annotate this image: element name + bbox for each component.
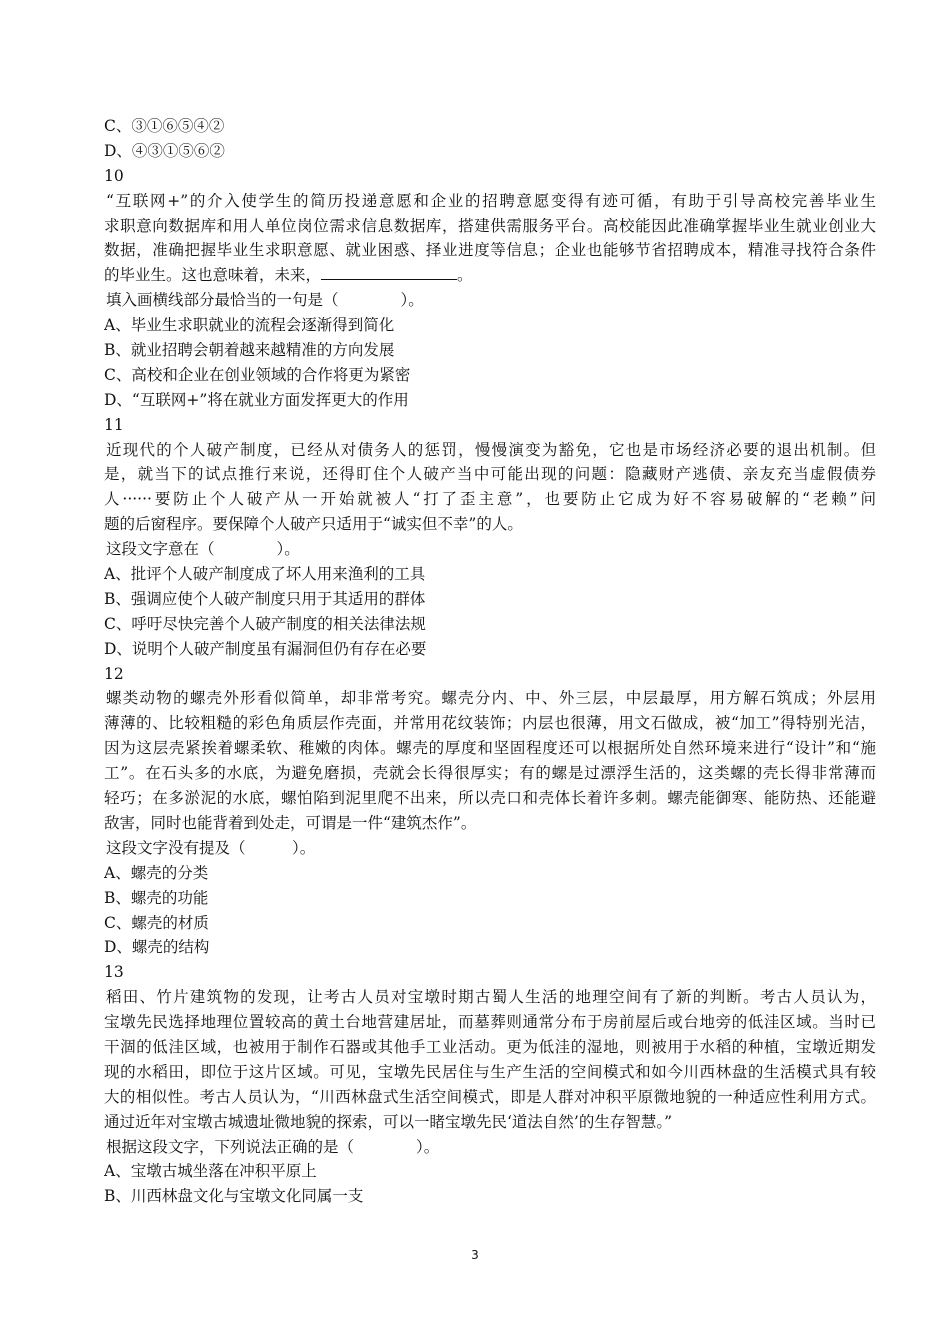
q10-option-b: B、就业招聘会朝着越来越精准的方向发展 (104, 341, 395, 360)
q12-option-c: C、螺壳的材质 (104, 913, 209, 932)
q9-option-c: C、③①⑥⑤④② (104, 117, 225, 135)
q13-passage-line: 稻田、竹片建筑物的发现，让考古人员对宝墩时期古蜀人生活的地理空间有了新的判断。考古人员认为， (106, 988, 876, 1007)
q11-passage-line: 题的后窗程序。要保障个人破产只适用于“诚实但不幸”的人。 (104, 515, 523, 534)
q12-option-a: A、螺壳的分类 (104, 863, 209, 882)
fill-in-blank (321, 264, 457, 280)
q10-option-d: D、“互联网+”将在就业方面发挥更大的作用 (104, 390, 409, 409)
page-number: 3 (471, 1248, 479, 1262)
q11-passage-line: 人······要防止个人破产从一开始就被人“打了歪主意”，也要防止它成为好不容易破解的“老赖”问 (104, 490, 876, 509)
q10-passage-last-line (104, 263, 876, 288)
q10-option-c: C、高校和企业在创业领域的合作将更为紧密 (104, 365, 411, 384)
q13-passage-line: 宝墩先民选择地理位置较高的黄土台地营建居址，而墓葬则通常分布于房前屋后或台地旁的低洼区域。当时已 (104, 1013, 876, 1032)
q12-passage-line: 薄薄的、比较粗糙的彩色角质层作壳面，并常用花纹装饰；内层也很薄，用文石做成，被“加工”得特别光洁， (104, 714, 876, 733)
q12-prompt: 这段文字没有提及（ ）。 (106, 838, 316, 857)
q10-passage-line: “互联网+”的介入使学生的简历投递意愿和企业的招聘意愿变得有迹可循，有助于引导高校完善毕业生 (106, 191, 876, 210)
q13-prompt: 根据这段文字，下列说法正确的是（ ）。 (106, 1137, 440, 1156)
q11-prompt: 这段文字意在（ ）。 (106, 540, 300, 559)
q12-passage-line: 因为这层壳紧挨着螺柔软、稚嫩的肉体。螺壳的厚度和坚固程度还可以根据所处自然环境来进行“设计”和“施 (104, 739, 876, 758)
q11-option-a: A、批评个人破产制度成了坏人用来渔利的工具 (104, 565, 426, 584)
q11-option-c: C、呼吁尽快完善个人破产制度的相关法律法规 (104, 614, 426, 633)
q11-number: 11 (104, 415, 124, 434)
q10-option-a: A、毕业生求职就业的流程会逐渐得到简化 (104, 316, 395, 335)
q12-passage-line: 敌害，同时也能背着到处走，可谓是一件“建筑杰作”。 (104, 813, 477, 832)
q12-passage-line: 工”。在石头多的水底，为避免磨损，壳就会长得很厚实；有的螺是过漂浮生活的，这类螺的壳长得非常薄而 (104, 764, 876, 783)
q10-passage-line: 求职意向数据库和用人单位岗位需求信息数据库，搭建供需服务平台。高校能因此准确掌握毕业生就业创业大 (104, 216, 876, 235)
q11-passage-line: 是，就当下的试点推行来说，还得盯住个人破产当中可能出现的问题：隐藏财产逃债、亲友充当虚假债券 (104, 465, 876, 484)
q10-prompt: 填入画横线部分最恰当的一句是（ ）。 (106, 291, 424, 310)
q10-passage-text: 的毕业生。这也意味着，未来， (104, 266, 322, 285)
q13-passage-line: 现的水稻田，即位于这片区域。可见，宝墩先民居住与生产生活的空间模式和如今川西林盘的生活模式具有较 (104, 1062, 876, 1081)
q13-passage-line: 大的相似性。考古人员认为，“川西林盘式生活空间模式，即是人群对冲积平原微地貌的一种适应性利用方式。 (104, 1087, 876, 1106)
q13-option-a: A、宝墩古城坐落在冲积平原上 (104, 1162, 317, 1181)
q12-option-d: D、螺壳的结构 (104, 938, 210, 957)
q12-passage-line: 轻巧；在多淤泥的水底，螺怕陷到泥里爬不出来，所以壳口和壳体长着许多刺。螺壳能御寒、能防热、还能避 (104, 789, 876, 808)
q11-passage-line: 近现代的个人破产制度，已经从对债务人的惩罚，慢慢演变为豁免，它也是市场经济必要的退出机制。但 (106, 440, 876, 459)
q11-option-d: D、说明个人破产制度虽有漏洞但仍有存在必要 (104, 639, 427, 658)
q12-passage-line: 螺类动物的螺壳外形看似简单，却非常考究。螺壳分内、中、外三层，中层最厚，用方解石筑成；外层用 (106, 689, 876, 708)
q13-passage-line: 干涸的低洼区域，也被用于制作石器或其他手工业活动。更为低洼的湿地，则被用于水稻的种植，宝墩近期发 (104, 1037, 876, 1056)
q13-passage-line: 通过近年对宝墩古城遗址微地貌的探索，可以一睹宝墩先民‘道法自然’的生存智慧。” (104, 1112, 673, 1131)
q13-option-b: B、川西林盘文化与宝墩文化同属一支 (104, 1187, 364, 1206)
q12-option-b: B、螺壳的功能 (104, 888, 209, 907)
q10-passage-line: 数据，准确把握毕业生求职意愿、就业困惑、择业进度等信息；企业也能够节省招聘成本，精准寻找符合条件 (104, 241, 876, 260)
q12-number: 12 (104, 664, 124, 683)
q9-option-d: D、④③①⑤⑥② (104, 141, 225, 160)
q10-passage-end: 。 (457, 266, 473, 285)
document-page (104, 114, 876, 1209)
q13-number: 13 (104, 963, 124, 982)
q10-number: 10 (104, 166, 124, 185)
q11-option-b: B、强调应使个人破产制度只用于其适用的群体 (104, 589, 426, 608)
